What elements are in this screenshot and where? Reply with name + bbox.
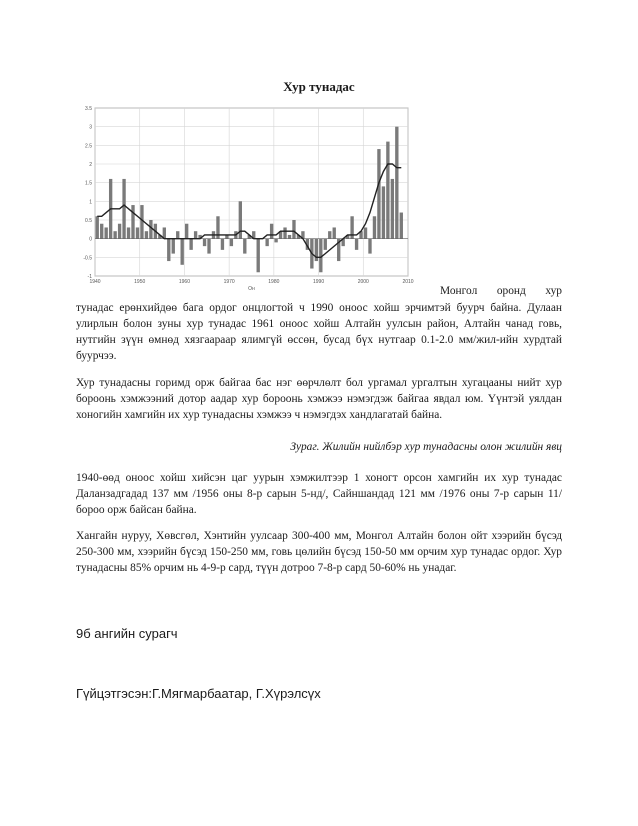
first-word-1: Монгол bbox=[440, 285, 478, 297]
chart-bar bbox=[230, 239, 233, 246]
y-tick-label: 1 bbox=[89, 199, 92, 206]
chart-bar bbox=[373, 216, 376, 238]
chart-bar bbox=[324, 239, 327, 250]
x-tick-label: 2010 bbox=[402, 279, 414, 285]
paragraph-1-first-line bbox=[440, 285, 562, 297]
first-word-2: оронд bbox=[496, 285, 526, 297]
chart-svg bbox=[78, 104, 428, 304]
y-tick-label: 3 bbox=[89, 124, 92, 131]
x-tick-label: 1950 bbox=[134, 279, 146, 285]
precipitation-chart bbox=[78, 104, 428, 304]
paragraph-2: Хур тунадасны горимд орж байгаа бас нэг өөрчлөлт бол ургамал ургалтын хугацааны нийт хур бороонь хэмжээний дотор аадар хур бороонь хэмжээ нэмэгдэж байгаа явдал юм. Үүнтэй уялдан хоногийн хамгийн их хур тунадасны хэмжээ ч нэмэгдэх хандлагатай байна. bbox=[76, 377, 562, 421]
chart-bar bbox=[270, 224, 273, 239]
chart-bar bbox=[292, 220, 295, 239]
y-tick-label: 0.5 bbox=[85, 218, 92, 224]
chart-bar bbox=[207, 239, 210, 254]
x-tick-label: 1990 bbox=[313, 279, 325, 285]
page-title: Хур тунадас bbox=[283, 79, 355, 94]
paragraph-4: Хангайн нуруу, Хөвсгөл, Хэнтийн уулсаар 300-400 мм, Монгол Алтайн болон ойт хээрийн бүсэд 250-300 мм, хээрийн бүсэд 150-250 мм, говь цөлийн бүсэд 150-50 мм орчим хур тунадас ордог. Хур тунадасны 85% орчим нь 4-9-р сард, түүн дотроо 7-8-р сард 50-60% нь унадаг. bbox=[76, 530, 562, 574]
chart-bar bbox=[127, 227, 130, 238]
chart-bar bbox=[176, 231, 179, 238]
paragraph-1: тунадас ерөнхийдөө бага ордог онцлогтой ч 1990 оноос хойш эрчимтэй буурч байна. Дулаан улирлын болон зуны хур тунадас 1961 оноос хойш Алтайн уулсын район, Алтайн чанад говь, нутгийн зүүн өмнөд хязгаараар ялимгүй өссөн, бусад бүх нутгаар 0.1-2.0 мм/жил-ийн хурдтай буурчээ. bbox=[76, 302, 562, 362]
x-tick-label: 1960 bbox=[178, 279, 190, 285]
figure-caption: Зураг. Жилийн нийлбэр хур тунадасны олон жилийн явц bbox=[290, 441, 562, 453]
plot-frame bbox=[95, 108, 408, 276]
chart-bar bbox=[105, 227, 108, 238]
chart-bar bbox=[136, 227, 139, 238]
x-tick-label: 1980 bbox=[268, 279, 280, 285]
chart-bar bbox=[181, 239, 184, 265]
chart-bar bbox=[131, 205, 134, 239]
chart-bar bbox=[400, 213, 403, 239]
chart-bar bbox=[395, 127, 398, 239]
chart-bar bbox=[377, 149, 380, 239]
chart-bar bbox=[243, 239, 246, 254]
chart-bar bbox=[364, 227, 367, 238]
y-tick-label: 3.5 bbox=[85, 106, 92, 112]
chart-bar bbox=[167, 239, 170, 261]
chart-bar bbox=[328, 231, 331, 238]
chart-bar bbox=[333, 227, 336, 238]
chart-bar bbox=[355, 239, 358, 250]
chart-bar bbox=[368, 239, 371, 254]
chart-bar bbox=[118, 224, 121, 239]
y-tick-label: 2.5 bbox=[85, 143, 92, 150]
chart-bar bbox=[386, 142, 389, 239]
chart-bar bbox=[100, 224, 103, 239]
chart-bar bbox=[257, 239, 260, 273]
authors-line: Гүйцэтгэсэн:Г.Мягмарбаатар, Г.Хүрэлсүх bbox=[76, 686, 321, 701]
first-word-3: хур bbox=[545, 285, 562, 297]
chart-bar bbox=[194, 231, 197, 238]
chart-bar bbox=[185, 224, 188, 239]
chart-bar bbox=[274, 239, 277, 243]
class-line: 9б ангийн сурагч bbox=[76, 626, 178, 641]
chart-bar bbox=[122, 179, 125, 239]
y-tick-label: 2 bbox=[89, 162, 92, 168]
chart-bar bbox=[382, 186, 385, 238]
chart-bar bbox=[96, 216, 99, 238]
chart-bar bbox=[145, 231, 148, 238]
chart-bar bbox=[288, 235, 291, 239]
x-tick-label: 1970 bbox=[223, 279, 235, 285]
y-tick-label: 1.5 bbox=[85, 180, 92, 187]
x-tick-label: 1940 bbox=[89, 279, 101, 285]
chart-bar bbox=[172, 239, 175, 254]
chart-bar bbox=[265, 239, 268, 246]
chart-bar bbox=[283, 227, 286, 238]
y-tick-label: 0 bbox=[89, 236, 92, 243]
y-tick-label: -0.5 bbox=[83, 255, 92, 262]
chart-bar bbox=[113, 231, 116, 238]
chart-bar bbox=[391, 179, 394, 239]
chart-bar bbox=[221, 239, 224, 250]
chart-bar bbox=[189, 239, 192, 250]
x-tick-label: 2000 bbox=[357, 279, 369, 285]
chart-bar bbox=[203, 239, 206, 246]
y-tick-label: -1 bbox=[87, 274, 92, 280]
paragraph-3: 1940-өөд оноос хойш хийсэн цаг уурын хэмжилтээр 1 хоногт орсон хамгийн их хур тунадас Даланзадгадад 137 мм /1956 оны 8-р сарын 5-нд/, Сайншандад 121 мм /1976 оны 7-р сарын 11/ бороо орж байсан байна. bbox=[76, 472, 562, 516]
x-axis-label: Он bbox=[248, 286, 255, 292]
